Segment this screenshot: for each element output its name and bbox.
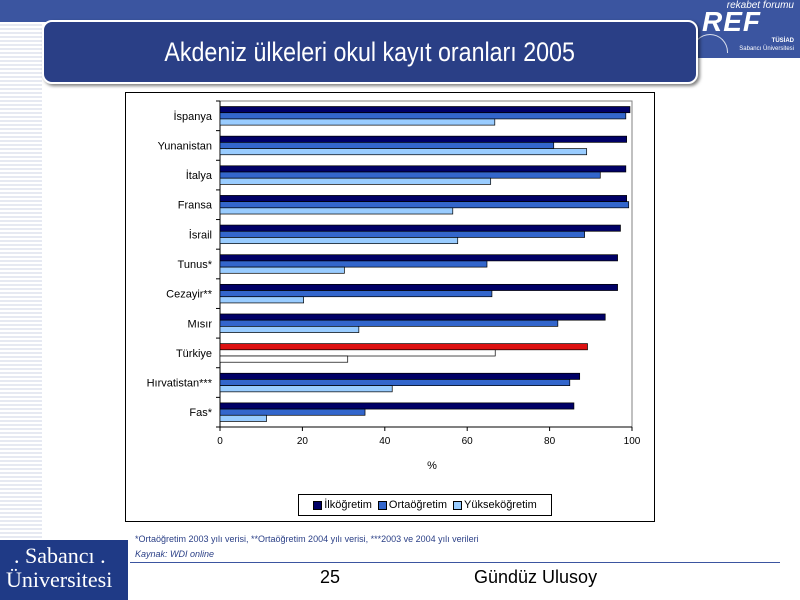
bar [220,379,570,385]
slide-title: Akdeniz ülkeleri okul kayıt oranları 2005 [164,36,576,67]
bar [220,178,491,184]
bar [220,297,304,303]
bar [220,386,392,392]
legend-swatch-ortaogretim [378,501,387,510]
category-label: İspanya [173,110,212,123]
bar [220,320,558,326]
legend-label-ilkogretim: İlköğretim [324,499,372,511]
bar [220,314,605,320]
bar [220,119,495,125]
category-label: Fas* [189,407,212,420]
bar [220,403,574,409]
bar [220,166,626,172]
sabanci-logo-line1: . Sabancı . [14,543,106,568]
x-tick-label: 100 [623,436,641,447]
bar [220,237,458,243]
bar [220,291,492,297]
bar [220,202,629,208]
category-label: Mısır [187,318,212,331]
bar [220,195,627,201]
bar [220,208,453,214]
bar [220,284,618,290]
bar [220,373,580,379]
sabanci-logo [0,540,128,600]
chart-footnote: *Ortaöğretim 2003 yılı verisi, **Ortaöğretim 2004 yılı verisi, ***2003 ve 2004 yılı verileri [135,534,479,544]
bar [220,136,627,142]
legend-swatch-yuksekogretim [453,501,462,510]
bar [220,344,588,350]
x-tick-label: 0 [217,436,223,447]
bar [220,225,620,231]
bar [220,255,618,261]
bar [220,172,600,178]
side-pattern [0,22,42,542]
legend-label-yuksekogretim: Yükseköğretim [464,499,537,511]
bar-chart [126,93,654,521]
x-tick-label: 40 [379,436,391,447]
bar [220,107,630,113]
bar [220,231,585,237]
bar [220,261,487,267]
legend-item-yuksekogretim [453,499,537,511]
category-label: Fransa [177,199,212,212]
x-tick-label: 80 [544,436,556,447]
bar [220,326,359,332]
ref-tusiad-text: TÜSİAD [771,38,794,44]
bar [220,267,344,273]
bar [220,350,495,356]
category-label: Türkiye [175,347,212,360]
ref-sabanci-text: Sabancı Üniversitesi [739,46,794,52]
category-label: Yunanistan [157,140,212,153]
bar [220,142,554,148]
x-tick-label: 20 [296,436,308,447]
chart-source: Kaynak: WDI online [135,549,215,559]
title-bar [42,20,698,84]
legend-label-ortaogretim: Ortaöğretim [388,499,447,511]
category-label: Tunus* [177,259,212,271]
top-stripe [0,0,800,22]
legend-item-ilkogretim [313,499,372,511]
category-label: İsrail [188,229,212,242]
page-number: 25 [320,567,341,587]
author-name: Gündüz Ulusoy [474,567,598,587]
legend-swatch-ilkogretim [313,501,322,510]
bar [220,409,365,415]
ref-logo-block [688,0,800,58]
x-axis-label: % [427,460,437,472]
bar [220,415,267,421]
sabanci-logo-line2: Üniversitesi [6,567,113,592]
chart-legend [298,494,552,516]
category-label: Cezayir** [166,288,212,301]
chart-frame [125,92,655,522]
ref-logo: REF [702,6,761,37]
bar [220,356,348,362]
footer-divider [130,562,780,563]
legend-item-ortaogretim [378,499,447,511]
bar [220,113,626,119]
x-tick-label: 60 [461,436,473,447]
category-label: Hırvatistan*** [146,377,212,390]
category-label: İtalya [185,170,212,183]
ref-forum-text: rekabet forumu [726,0,794,11]
bar [220,149,587,155]
